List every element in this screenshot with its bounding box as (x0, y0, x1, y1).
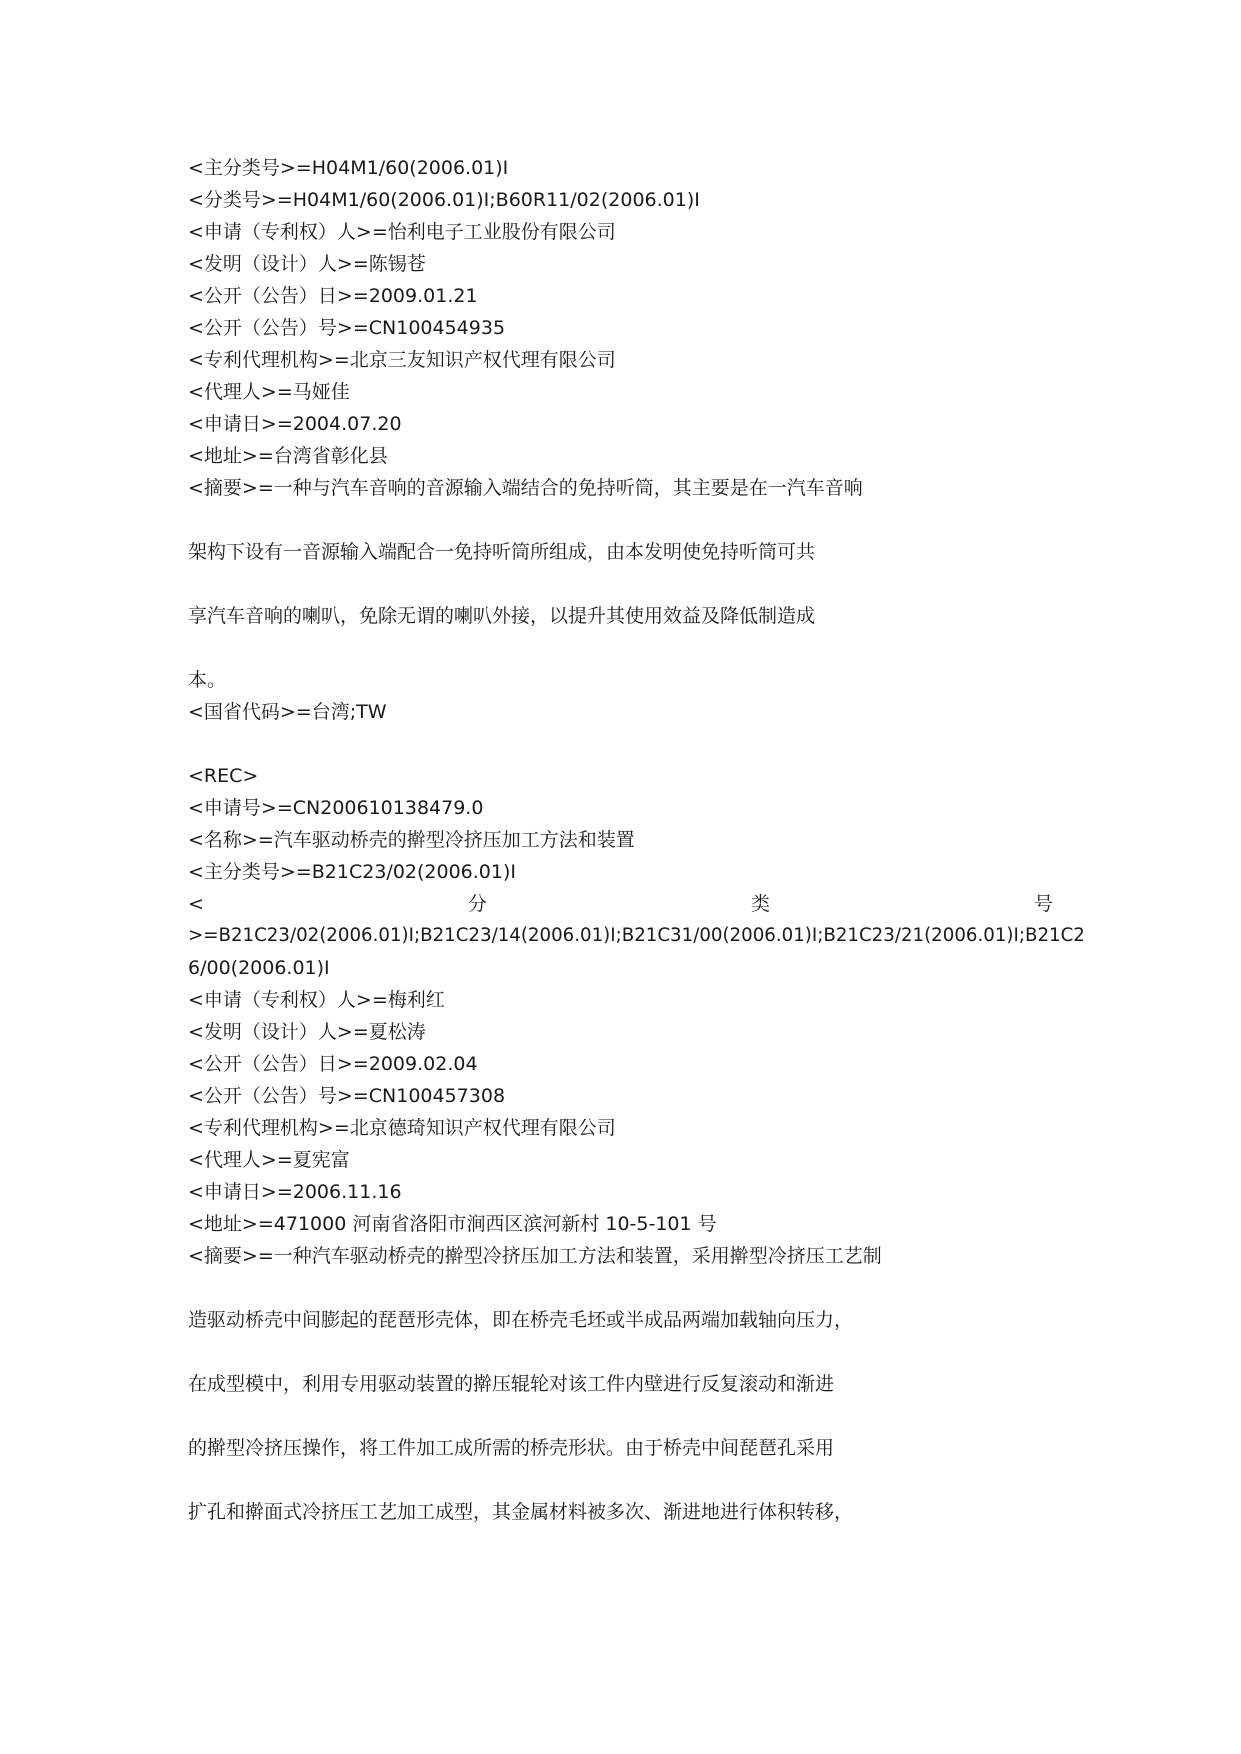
pub-date-field: <公开（公告）日>=2009.01.21 (188, 285, 478, 307)
class-field-header (188, 891, 1053, 917)
agency-field: <专利代理机构>=北京德琦知识产权代理有限公司 (188, 1117, 616, 1139)
inventor-field: <发明（设计）人>=陈锡苍 (188, 253, 426, 275)
address-field: <地址>=台湾省彰化县 (188, 445, 388, 467)
abstract-line: <摘要>=一种汽车驱动桥壳的擀型冷挤压加工方法和装置，采用擀型冷挤压工艺制 (188, 1245, 882, 1267)
class-field-continuation: >=B21C23/02(2006.01)I;B21C23/14(2006.01)I;B21C31/00(2006.01)I;B21C23/21(2006.01)I;B21C2 (188, 925, 1085, 946)
rec-tag: <REC> (188, 765, 259, 787)
abstract-line: 架构下设有一音源输入端配合一免持听筒所组成，由本发明使免持听筒可共 (188, 541, 816, 563)
applicant-field: <申请（专利权）人>=怡利电子工业股份有限公司 (188, 221, 616, 243)
abstract-line: 本。 (188, 669, 227, 691)
pub-no-field: <公开（公告）号>=CN100454935 (188, 317, 506, 339)
class-header-char: 类 (750, 893, 770, 915)
main-class-field: <主分类号>=B21C23/02(2006.01)I (188, 861, 516, 883)
pub-date-field: <公开（公告）日>=2009.02.04 (188, 1053, 478, 1075)
app-no-field: <申请号>=CN200610138479.0 (188, 797, 484, 819)
class-field-continuation: 6/00(2006.01)I (188, 957, 330, 979)
abstract-line: 造驱动桥壳中间膨起的琵琶形壳体，即在桥壳毛坯或半成品两端加载轴向压力， (188, 1309, 854, 1331)
abstract-line: 享汽车音响的喇叭，免除无谓的喇叭外接，以提升其使用效益及降低制造成 (188, 605, 816, 627)
abstract-line: <摘要>=一种与汽车音响的音源输入端结合的免持听筒，其主要是在一汽车音响 (188, 477, 863, 499)
class-header-char: 分 (467, 893, 487, 915)
main-class-field: <主分类号>=H04M1/60(2006.01)I (188, 157, 509, 179)
name-field: <名称>=汽车驱动桥壳的擀型冷挤压加工方法和装置 (188, 829, 635, 851)
address-field: <地址>=471000 河南省洛阳市涧西区滨河新村 10-5-101 号 (188, 1213, 717, 1235)
abstract-line: 的擀型冷挤压操作，将工件加工成所需的桥壳形状。由于桥壳中间琵琶孔采用 (188, 1437, 835, 1459)
inventor-field: <发明（设计）人>=夏松涛 (188, 1021, 426, 1043)
abstract-line: 在成型模中，利用专用驱动装置的擀压辊轮对该工件内壁进行反复滚动和渐进 (188, 1373, 835, 1395)
class-header-char: < (188, 893, 204, 915)
agent-field: <代理人>=马娅佳 (188, 381, 350, 403)
class-field: <分类号>=H04M1/60(2006.01)I;B60R11/02(2006.01)I (188, 189, 700, 211)
pub-no-field: <公开（公告）号>=CN100457308 (188, 1085, 506, 1107)
applicant-field: <申请（专利权）人>=梅利红 (188, 989, 445, 1011)
province-field: <国省代码>=台湾;TW (188, 701, 387, 723)
class-header-char: 号 (1033, 893, 1053, 915)
abstract-line: 扩孔和擀面式冷挤压工艺加工成型，其金属材料被多次、渐进地进行体积转移， (188, 1501, 854, 1523)
app-date-field: <申请日>=2006.11.16 (188, 1181, 402, 1203)
agency-field: <专利代理机构>=北京三友知识产权代理有限公司 (188, 349, 616, 371)
agent-field: <代理人>=夏宪富 (188, 1149, 350, 1171)
app-date-field: <申请日>=2004.07.20 (188, 413, 402, 435)
